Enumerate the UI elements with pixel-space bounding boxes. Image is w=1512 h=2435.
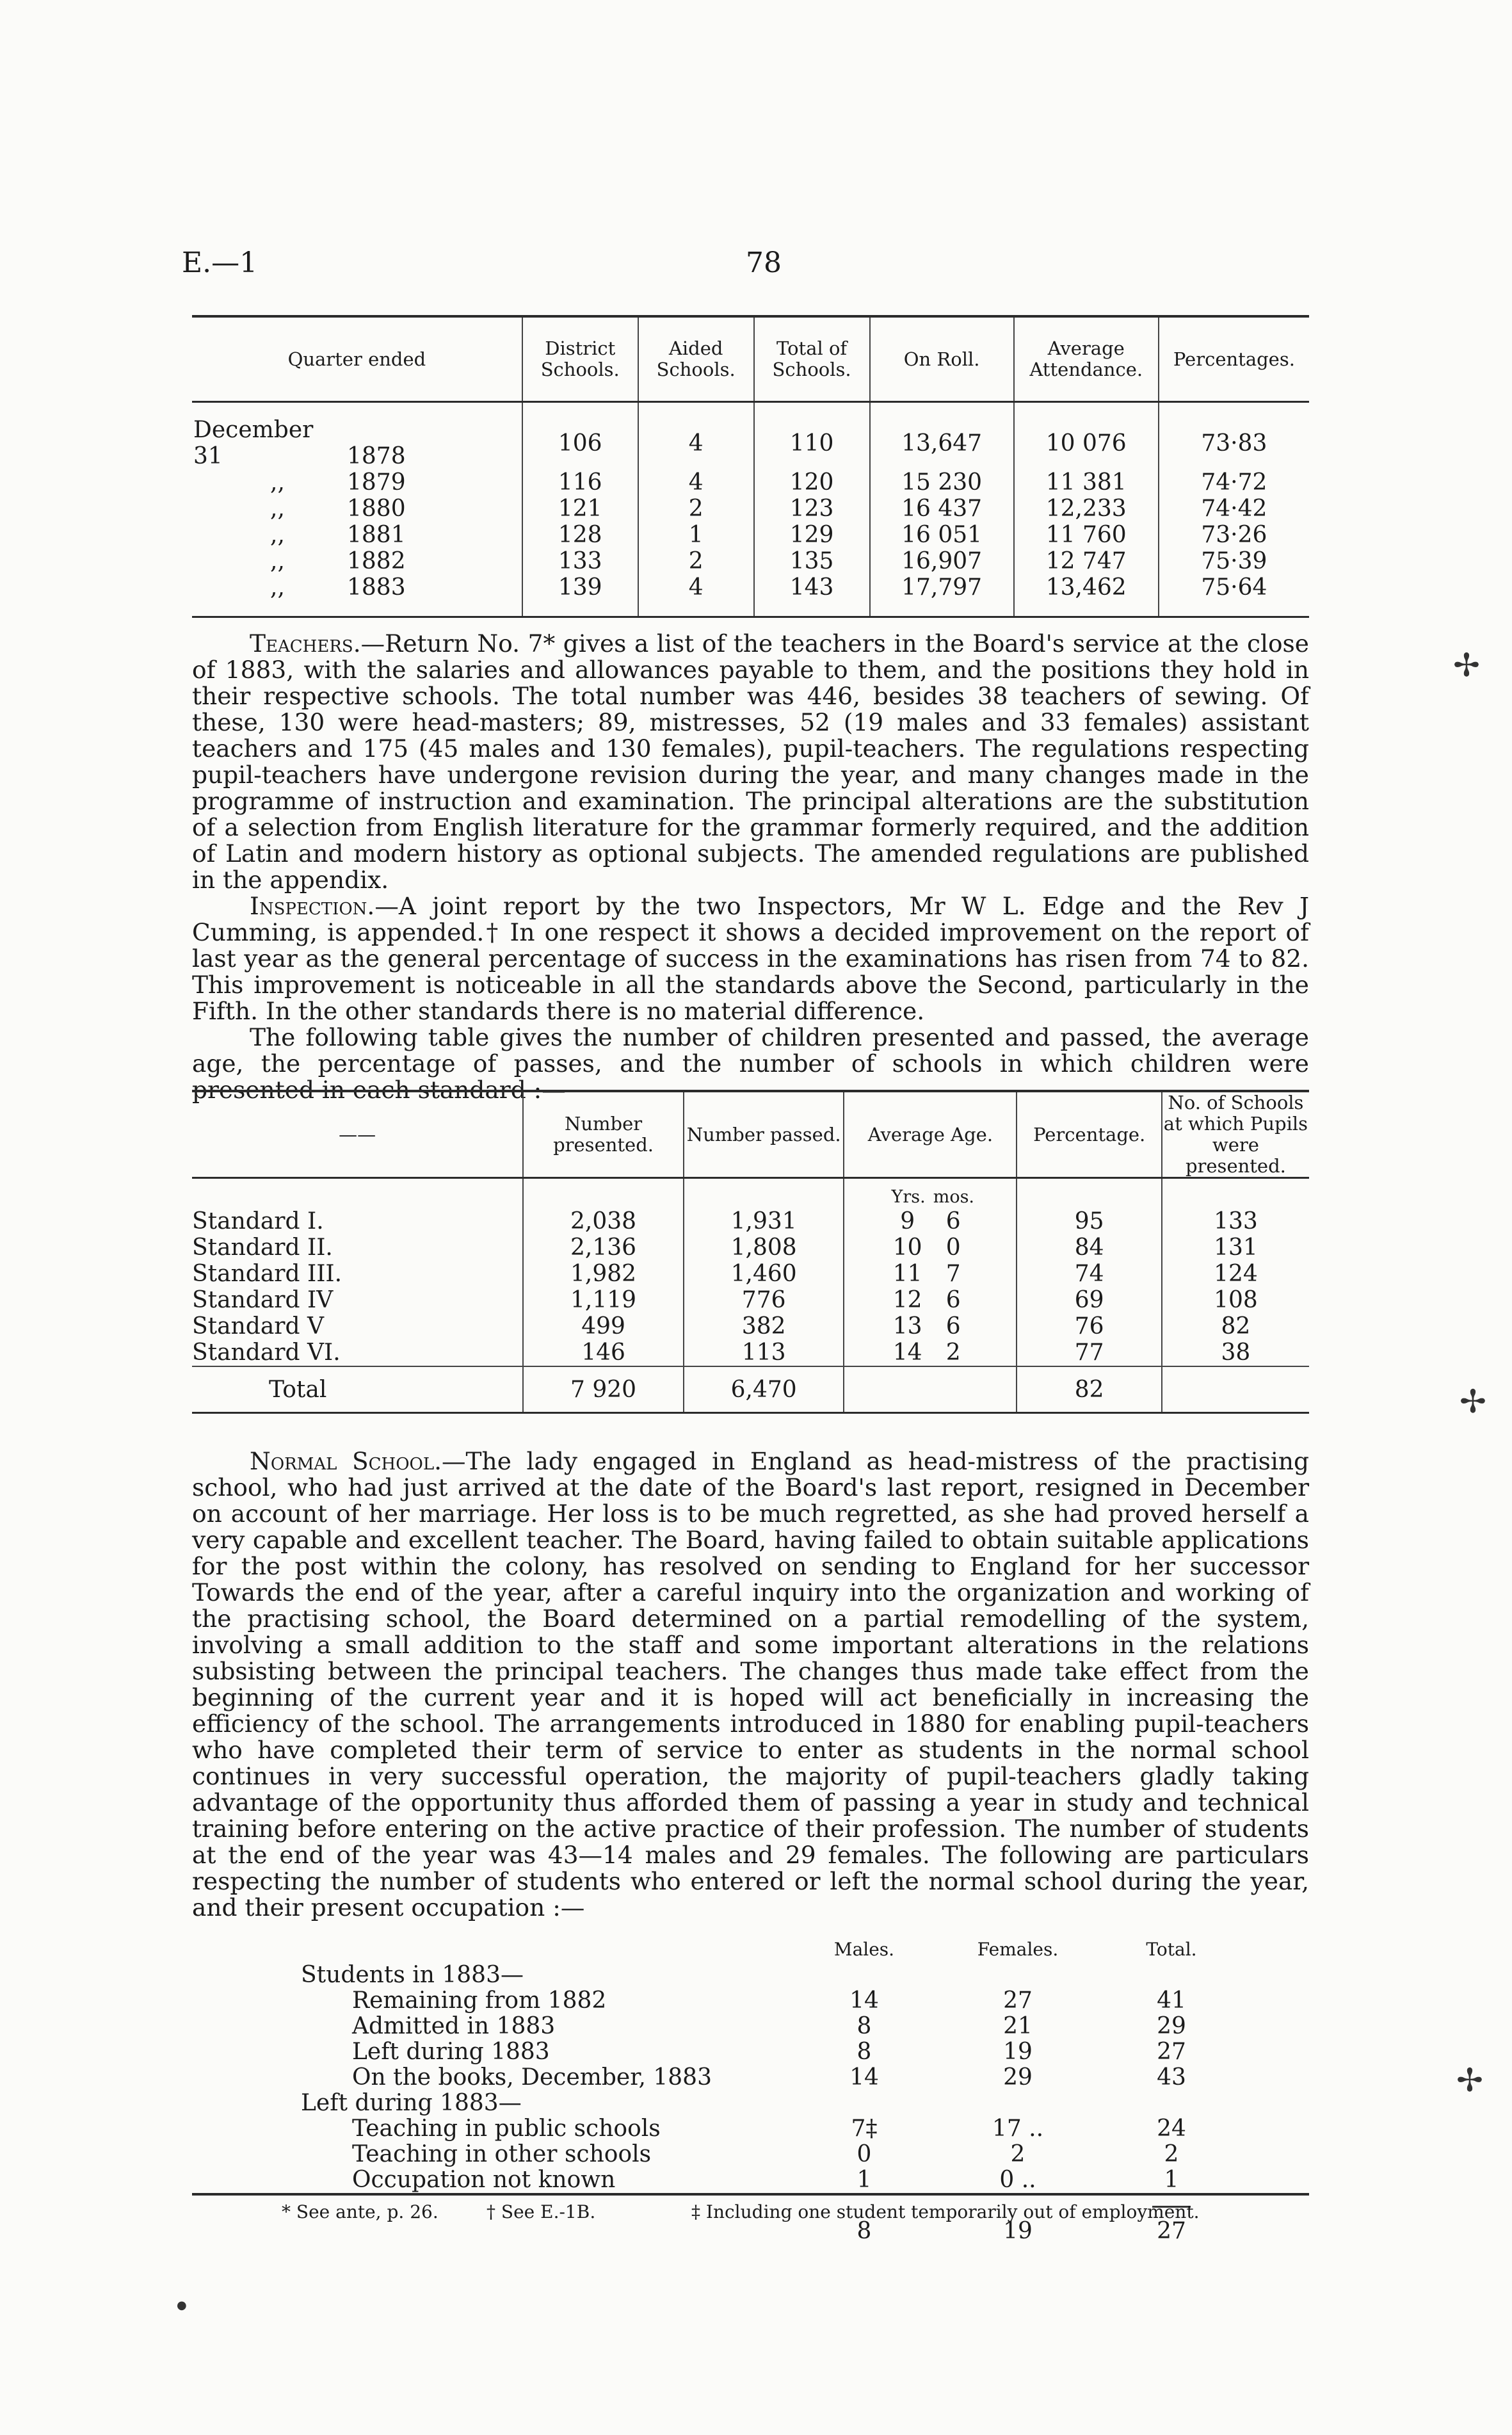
paragraph-inspection: Inspection.—A joint report by the two Inspectors, Mr W L. Edge and the Rev J Cumming, is appended.† In one respect it shows a decided improvement on the report of last year as the general percentage of success in the examinations has risen from 74 to 82. This improvement is noticeable in all the standards above the Second, particularly in the Fifth. In the other standards there is no material difference. [192, 892, 1309, 1025]
scan-mark: ✢ [1460, 1383, 1486, 1420]
col-total-schools: Total of Schools. [754, 316, 870, 402]
group-heading: Left during 1883— [301, 2090, 522, 2116]
footnote-student: ‡ Including one student temporarily out of employment. [691, 2201, 1200, 2222]
table-row: Standard V 499 382 13 6 76 82 [192, 1313, 1309, 1339]
table-header-row [192, 316, 1309, 402]
col-females: Females. [977, 1939, 1059, 1960]
group-heading: Students in 1883— [301, 1962, 524, 1988]
table-row: Standard III. 1,982 1,460 11 7 74 124 [192, 1261, 1309, 1287]
table-row: ,, 1879 116 4 120 15 230 11 381 74·72 [192, 469, 1309, 496]
footnote-e1b: † See E.-1B. [487, 2201, 596, 2222]
table-row: ,, 1882 133 2 135 16,907 12 747 75·39 [192, 548, 1309, 574]
table-row: Teaching in other schools 0 2 2 [352, 2141, 1179, 2167]
col-total: Total. [1146, 1939, 1197, 1960]
col-males: Males. [833, 1939, 895, 1960]
body-text-upper [192, 631, 1309, 1103]
normal-school-students-table [301, 1937, 1248, 2244]
table-header-row [301, 1937, 1248, 1962]
table-row: ,, 1881 128 1 129 16 051 11 760 73·26 [192, 522, 1309, 548]
standards-results-table [192, 1090, 1309, 1414]
table-row: Standard II. 2,136 1,808 10 0 84 131 [192, 1234, 1309, 1261]
col-average-age: Average Age. [844, 1091, 1017, 1178]
col-percentage: Percentage. [1017, 1091, 1161, 1178]
document-reference: E.—1 [182, 247, 258, 279]
scan-mark: ✢ [1453, 647, 1480, 684]
col-on-roll: On Roll. [870, 316, 1014, 402]
footnote-ante: * See ante, p. 26. [282, 2201, 438, 2222]
col-average-attendance: Average Attendance. [1014, 316, 1159, 402]
page-number: 78 [746, 247, 782, 279]
scan-dot: ● [177, 2299, 187, 2312]
col-quarter-ended: Quarter ended [192, 316, 522, 402]
table-row: Standard I. 2,038 1,931 9 6 95 133 [192, 1208, 1309, 1234]
table-row: ,, 1880 121 2 123 16 437 12,233 74·42 [192, 496, 1309, 522]
table-row: On the books, December, 1883 14 29 43 [352, 2064, 1186, 2091]
table-row: Teaching in public schools 7‡ 17 .. 24 [352, 2115, 1186, 2142]
table-row: December 31 1878 106 4 110 13,647 10 076 73·83 [192, 402, 1309, 470]
schools-attendance-table [192, 315, 1309, 618]
col-aided-schools: Aided Schools. [638, 316, 754, 402]
table-total-row: Total 7 920 6,470 82 [192, 1366, 1309, 1413]
paragraph-table-intro: The following table gives the number of children presented and passed, the average age, the percentage of passes, and the number of schools in which children were presented in each standard :— [192, 1023, 1309, 1104]
scan-mark: ✢ [1456, 2062, 1483, 2099]
table-row: Admitted in 1883 8 21 29 [352, 2013, 1186, 2039]
table-row: Standard VI. 146 113 14 2 77 38 [192, 1339, 1309, 1366]
col-number-passed: Number passed. [684, 1091, 844, 1178]
col-standard: —— [192, 1091, 523, 1178]
table-row: Occupation not known 1 0 .. 1 [352, 2167, 1179, 2193]
table-row: ,, 1883 139 4 143 17,797 13,462 75·64 [192, 574, 1309, 617]
footnote-rule [192, 2193, 1309, 2196]
table-row: Standard IV 1,119 776 12 6 69 108 [192, 1287, 1309, 1313]
table-header-row [192, 1091, 1309, 1178]
table-total-row: 8 19 27 [857, 2218, 1186, 2244]
body-text-lower [192, 1448, 1309, 1921]
col-number-of-schools: No. of Schools at which Pupils were presented. [1162, 1091, 1309, 1178]
col-percentages: Percentages. [1159, 316, 1309, 402]
paragraph-teachers: Teachers.—Return No. 7* gives a list of the teachers in the Board's service at the close of 1883, with the salaries and allowances payable to them, and the positions they hold in their respective schools. The total number was 446, besides 38 teachers of sewing. Of these, 130 were head-masters; 89, mistresses, 52 (19 males and 33 females) assistant teachers and 175 (45 males and 130 females), pupil-teachers. The regulations respecting pupil-teachers have undergone revision during the year, and many changes made in the programme of instruction and examination. The principal alterations are the substitution of a selection from English literature for the grammar formerly required, and the addition of Latin and modern history as optional subjects. The amended regulations are published in the appendix. [192, 629, 1309, 894]
col-district-schools: District Schools. [522, 316, 638, 402]
table-row: Left during 1883 8 19 27 [352, 2039, 1186, 2065]
page-header [0, 247, 1512, 285]
age-units-row: Yrs. mos. [192, 1178, 1309, 1209]
col-number-presented: Number presented. [523, 1091, 684, 1178]
table-row: Remaining from 1882 14 27 41 [352, 1987, 1186, 2014]
paragraph-normal-school: Normal School.—The lady engaged in England as head-mistress of the practising school, who had just arrived at the date of the Board's last report, resigned in December on account of her marriage. Her loss is to be much regretted, as she had proved herself a very capable and excellent teacher. The Board, having failed to obtain suitable applications for the post within the colony, has resolved on sending to England for her successor Towards the end of the year, after a careful inquiry into the organization and working of the practising school, the Board determined on a partial remodelling of the system, involving a small addition to the staff and some important alterations in the relations subsisting between the principal teachers. The changes thus made take effect from the beginning of the current year and it is hoped will act beneficially in increasing the efficiency of the school. The arrangements introduced in 1880 for enabling pupil-teachers who have completed their term of service to enter as students in the normal school continues in very successful operation, the majority of pupil-teachers gladly taking advantage of the opportunity thus afforded them of passing a year in study and technical training before entering on the active practice of their profession. The number of students at the end of the year was 43—14 males and 29 females. The following are particulars respecting the number of students who entered or left the normal school during the year, and their present occupation :— [192, 1447, 1309, 1921]
